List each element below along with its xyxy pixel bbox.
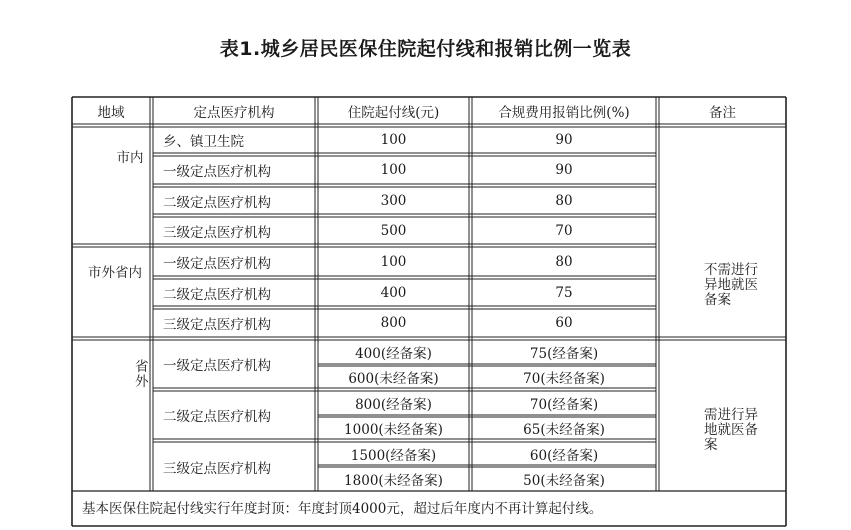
row-deductible: 800 — [380, 315, 407, 331]
row-institution: 三级定点医疗机构 — [163, 224, 271, 241]
row-institution: 三级定点医疗机构 — [163, 317, 271, 333]
group-province: 市外省内 — [88, 265, 142, 281]
row-ratio: 60 — [555, 315, 573, 331]
outside-deductible-unfiled: 1000(未经备案) — [344, 422, 443, 438]
outside-deductible-filed: 800(经备案) — [355, 397, 432, 413]
outside-deductible-unfiled: 1800(未经备案) — [344, 473, 443, 489]
header-deductible: 住院起付线(元) — [347, 104, 440, 121]
row-deductible: 100 — [380, 132, 407, 148]
outside-ratio-unfiled: 70(未经备案) — [523, 371, 605, 387]
header-ratio: 合规费用报销比例(%) — [498, 104, 630, 121]
header-region: 地域 — [97, 104, 125, 121]
outside-institution: 三级定点医疗机构 — [163, 460, 271, 477]
outside-deductible-unfiled: 600(未经备案) — [348, 371, 439, 387]
row-ratio: 90 — [555, 162, 573, 178]
outside-deductible-filed: 1500(经备案) — [350, 447, 437, 464]
row-deductible: 100 — [380, 253, 407, 270]
row-ratio: 80 — [555, 192, 573, 209]
header-institution: 定点医疗机构 — [193, 104, 275, 121]
row-ratio: 90 — [555, 132, 573, 148]
remark-outside: 需进行异地就医备案 — [704, 407, 758, 453]
outside-deductible-filed: 400(经备案) — [355, 346, 432, 362]
outside-ratio-filed: 75(经备案) — [529, 346, 599, 362]
row-deductible: 300 — [380, 192, 407, 209]
row-ratio: 80 — [555, 253, 573, 270]
row-ratio: 70 — [555, 222, 573, 239]
remark-in-province: 不需进行异地就医备案 — [704, 262, 758, 308]
table-footnote: 基本医保住院起付线实行年度封顶：年度封顶4000元，超过后年度内不再计算起付线。 — [82, 501, 603, 517]
outside-ratio-unfiled: 65(未经备案) — [523, 422, 605, 438]
row-institution: 二级定点医疗机构 — [163, 286, 271, 303]
row-institution: 一级定点医疗机构 — [163, 255, 271, 272]
row-ratio: 75 — [555, 284, 573, 301]
outside-ratio-filed: 70(经备案) — [529, 397, 599, 413]
group-city: 市内 — [116, 150, 144, 166]
table-title: 表1.城乡居民医保住院起付线和报销比例一览表 — [219, 38, 632, 60]
row-institution: 乡、镇卫生院 — [163, 134, 244, 150]
group-outside: 省外 — [135, 359, 149, 390]
outside-ratio-unfiled: 50(未经备案) — [523, 473, 605, 489]
row-deductible: 500 — [380, 222, 407, 239]
header-remark: 备注 — [709, 104, 736, 121]
outside-institution: 二级定点医疗机构 — [163, 409, 271, 425]
row-institution: 二级定点医疗机构 — [163, 194, 271, 211]
row-institution: 一级定点医疗机构 — [163, 164, 271, 180]
row-deductible: 400 — [380, 284, 407, 301]
row-deductible: 100 — [380, 162, 407, 178]
outside-institution: 一级定点医疗机构 — [163, 358, 271, 374]
outside-ratio-filed: 60(经备案) — [529, 447, 599, 464]
